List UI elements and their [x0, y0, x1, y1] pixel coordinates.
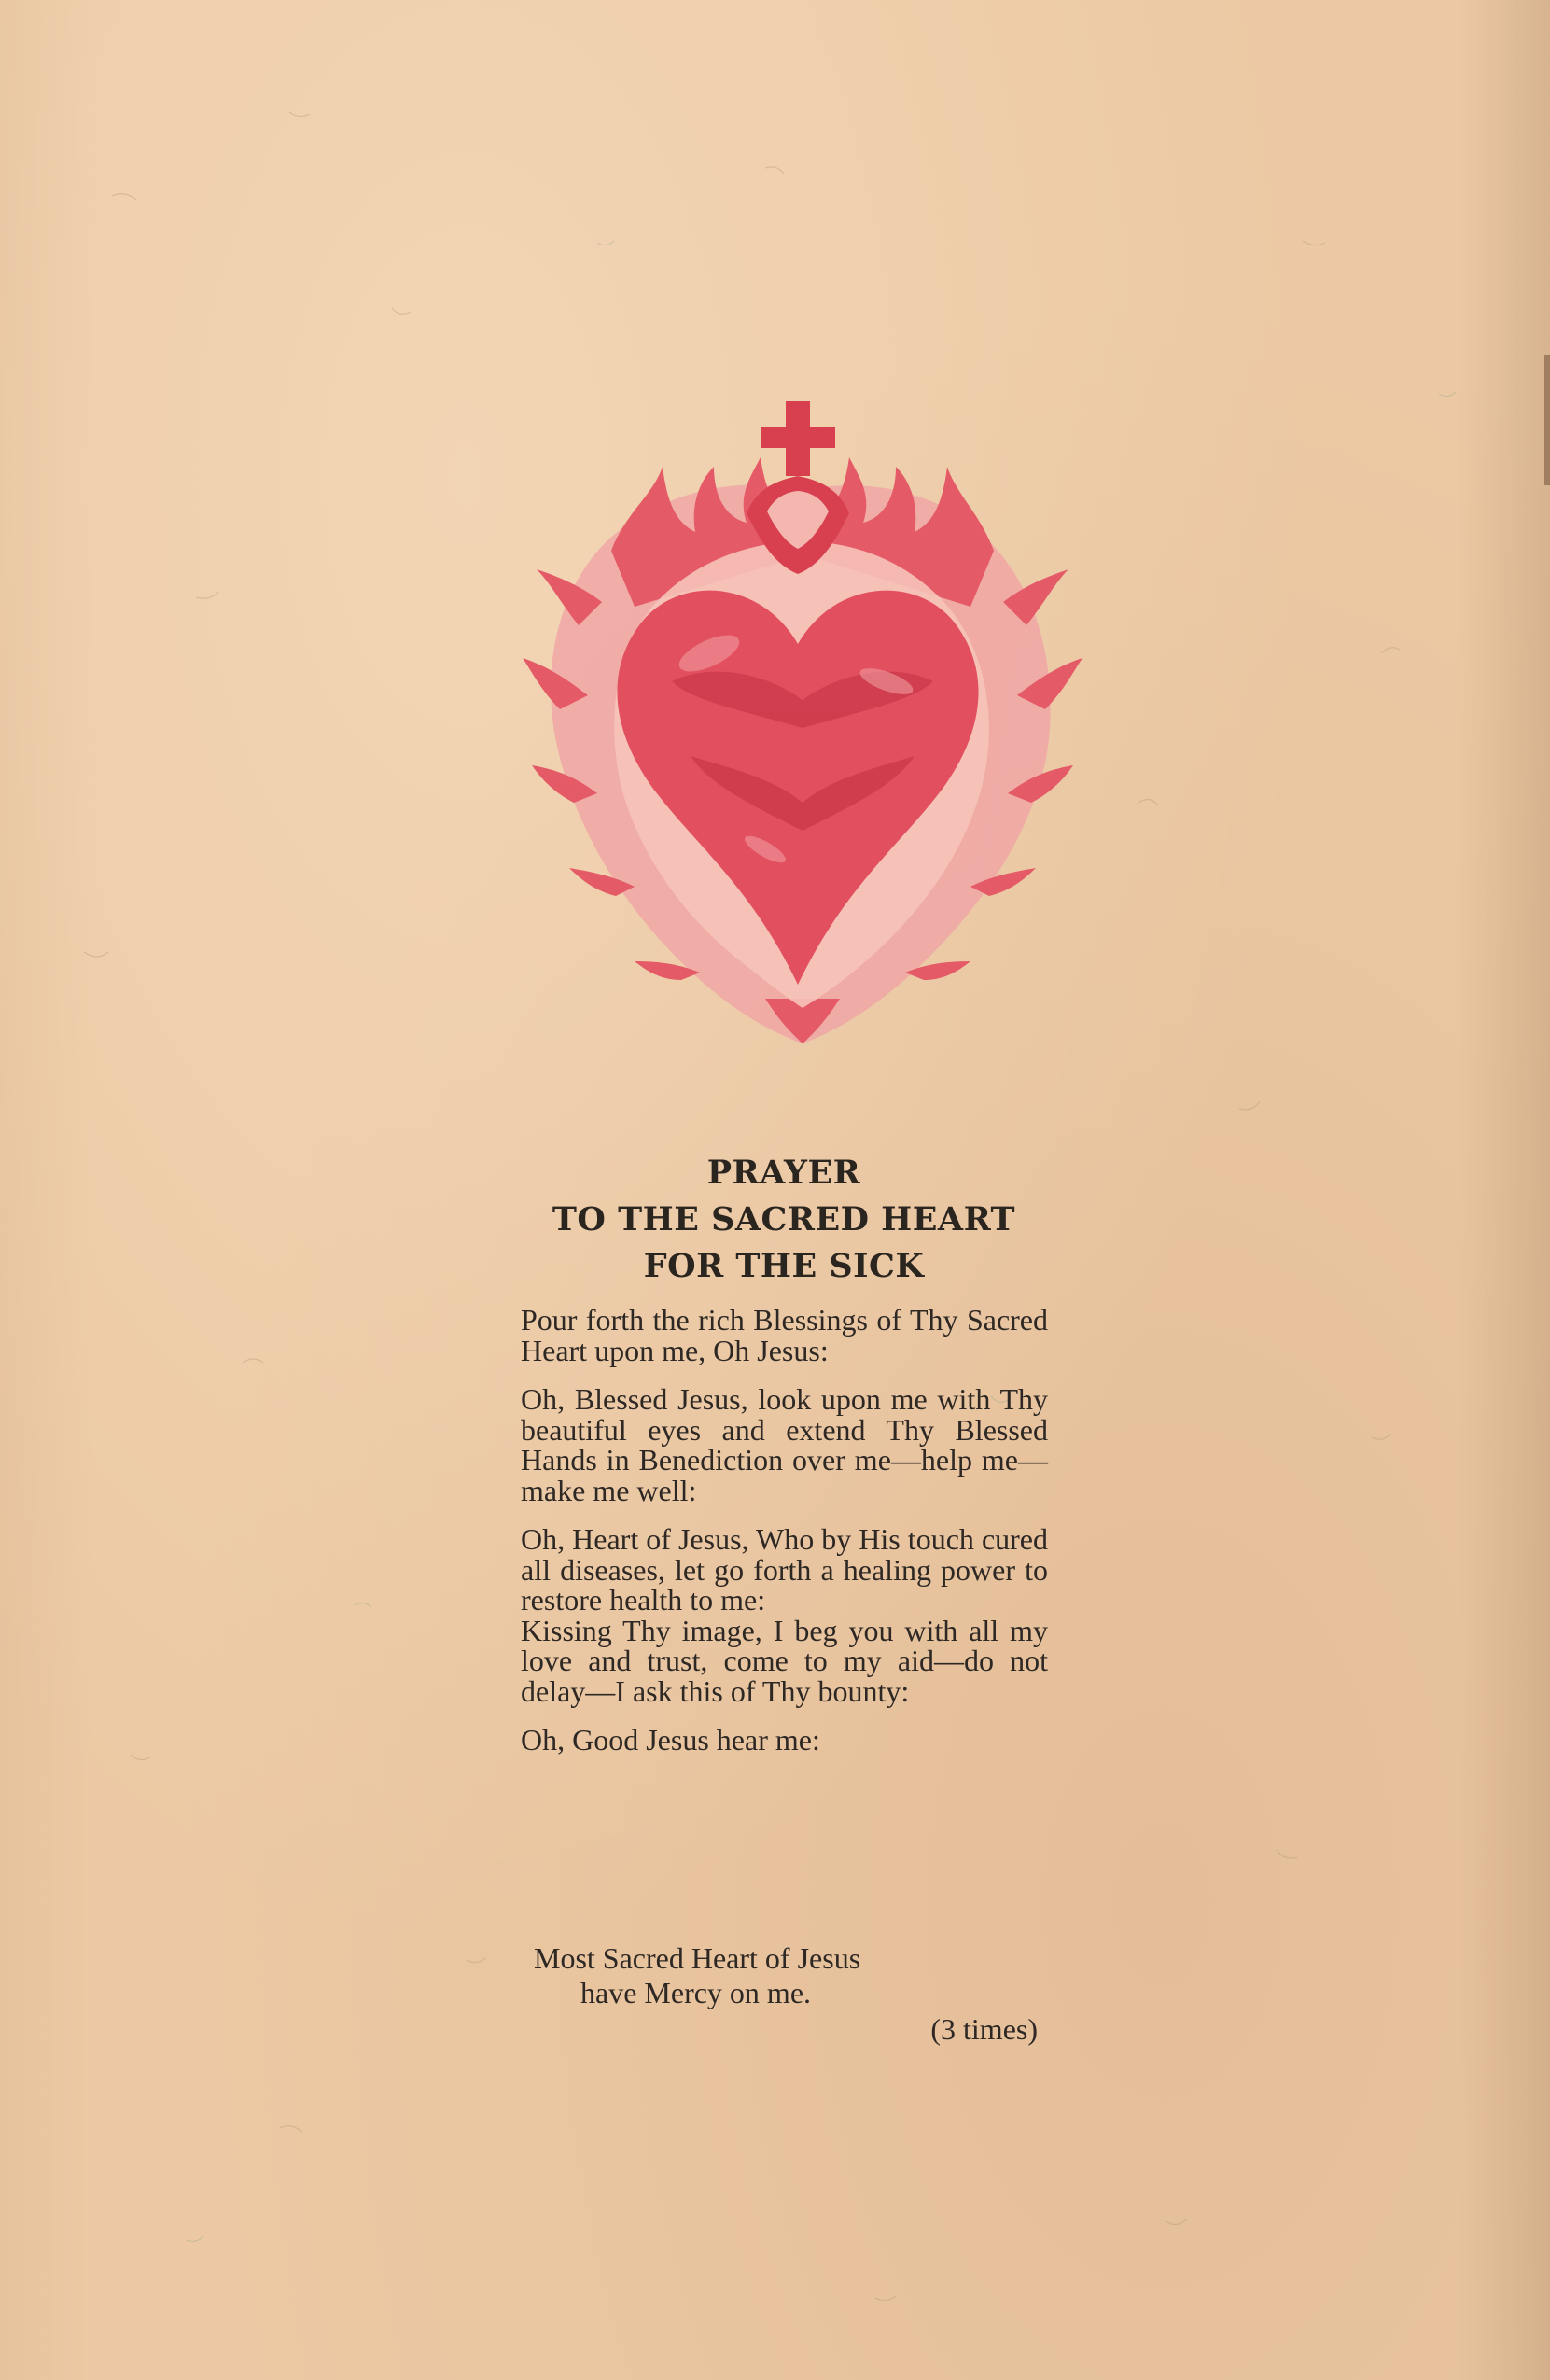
prayer-paragraph-1: Pour forth the rich Blessings of Thy Sacred Heart upon me, Oh Jesus:	[521, 1303, 1048, 1367]
ending-line-1: Most Sacred Heart of Jesus	[534, 1941, 861, 1975]
prayer-body	[521, 1305, 1048, 1774]
repeat-note: (3 times)	[930, 2012, 1038, 2046]
ending-line-2: have Mercy on me.	[580, 1976, 812, 2009]
title-line-3: FOR THE SICK	[643, 1247, 925, 1285]
prayer-ending	[534, 1941, 1038, 2047]
title-line-2: TO THE SACRED HEART	[552, 1200, 1016, 1239]
prayer-paragraph-3: Oh, Heart of Jesus, Who by His touch cured all diseases, let go forth a healing power to restore health to me:	[521, 1522, 1048, 1617]
title-line-1: PRAYER	[706, 1154, 861, 1192]
page-edge-shadow	[1544, 355, 1550, 485]
sacred-heart-icon	[523, 401, 1082, 1045]
prayer-title	[485, 1150, 1082, 1290]
prayer-paragraph-4: Kissing Thy image, I beg you with all my love and trust, come to my aid—do not delay—I ask this of Thy bounty:	[521, 1613, 1048, 1708]
prayer-paragraph-2: Oh, Blessed Jesus, look upon me with Thy beautiful eyes and extend Thy Blessed Hands in Benediction over me—help me— make me well:	[521, 1382, 1048, 1507]
prayer-paragraph-5: Oh, Good Jesus hear me:	[521, 1723, 820, 1757]
